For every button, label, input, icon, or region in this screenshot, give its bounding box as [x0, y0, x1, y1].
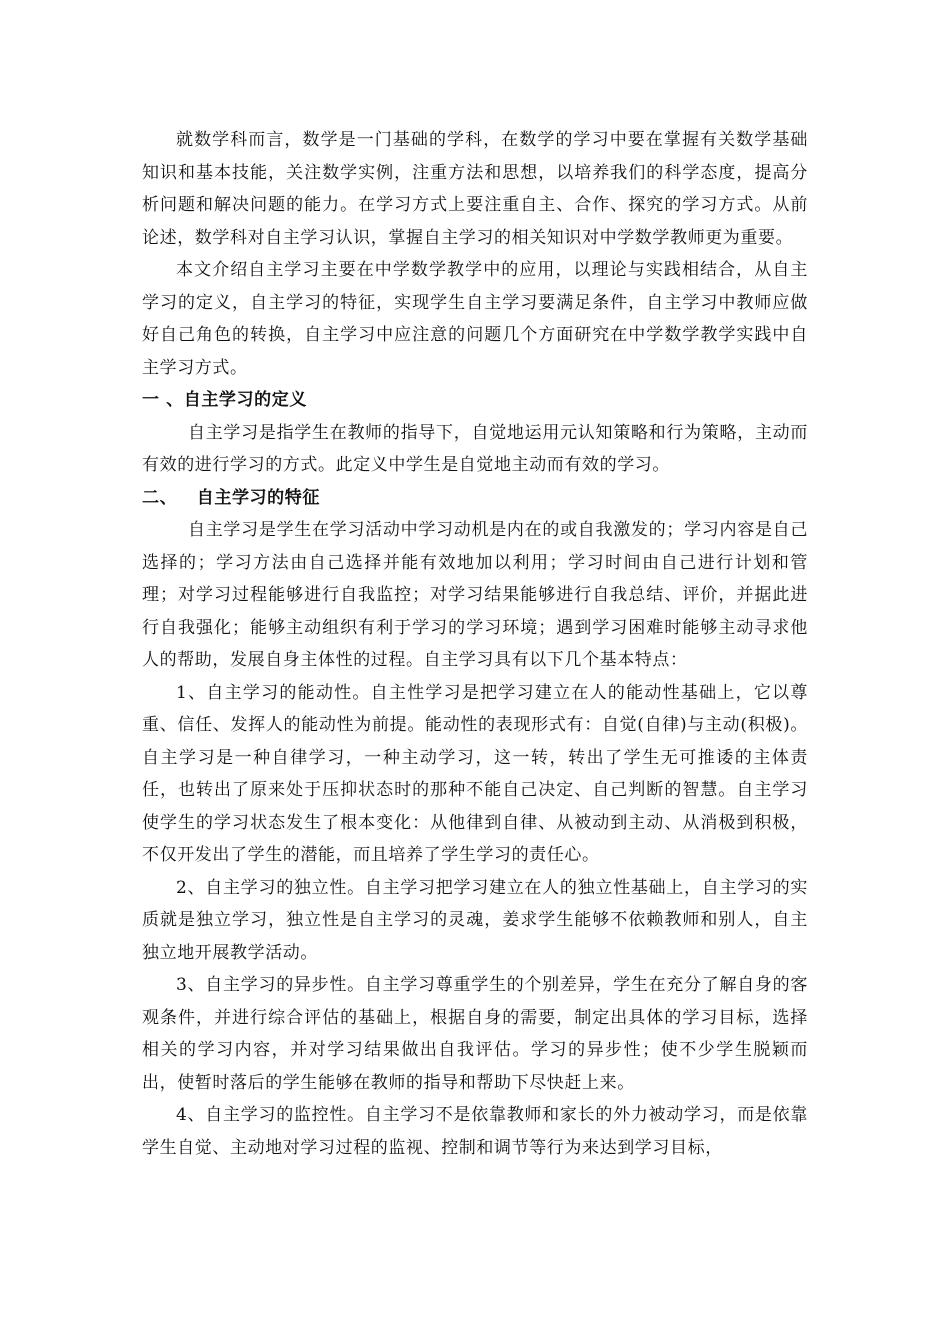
definition-paragraph: 自主学习是指学生在教师的指导下，自觉地运用元认知策略和行为策略，主动而有效的进行学习的方式。此定义中学生是自觉地主动而有效的学习。 [142, 422, 808, 475]
intro-paragraph-2: 本文介绍自主学习主要在中学数学教学中的应用，以理论与实践相结合，从自主学习的定义，自主学习的特征，实现学生自主学习要满足条件，自主学习中教师应做好自己角色的转换，自主学习中应注意的问题几个方面研究在中学数学教学实践中自主学习方式。 [142, 260, 808, 378]
feature-item-3-paragraph: 3、自主学习的异步性。自主学习尊重学生的个别差异，学生在充分了解自身的客观条件，并进行综合评估的基础上，根据自身的需要，制定出具体的学习目标，选择相关的学习内容，并对学习结果做出自我评估。学习的异步性；使不少学生脱颖而出，使暂时落后的学生能够在教师的指导和帮助下尽快赶上来。 [142, 975, 808, 1093]
section-heading-definition: 一 、自主学习的定义 [142, 390, 307, 410]
feature-item-1-paragraph: 1、自主学习的能动性。自主性学习是把学习建立在人的能动性基础上，它以尊重、信任、发挥人的能动性为前提。能动性的表现形式有：自觉(自律)与主动(积极)。自主学习是一种自律学习，一种主动学习，这一转，转出了学生无可推诿的主体责任，也转出了原来处于压抑状态时的那种不能自己决定、自己判断的智慧。自主学习使学生的学习状态发生了根本变化：从他律到自律、从被动到主动、从消极到积极，不仅开发出了学生的潜能，而且培养了学生学习的责任心。 [142, 682, 808, 865]
section-heading-features: 二、 自主学习的特征 [142, 487, 320, 508]
features-paragraph: 自主学习是学生在学习活动中学习动机是内在的或自我激发的；学习内容是自己选择的；学习方法由自己选择并能有效地加以利用；学习时间由自己进行计划和管理；对学习过程能够进行自我监控；对学习结果能够进行自我总结、评价，并据此进行自我强化；能够主动组织有利于学习的学习环境；遇到学习困难时能够主动寻求他人的帮助，发展自身主体性的过程。自主学习具有以下几个基本特点： [142, 520, 808, 670]
document-page [142, 124, 808, 1164]
intro-paragraph-1: 就数学科而言，数学是一门基础的学科，在数学的学习中要在掌握有关数学基础知识和基本技能，关注数学实例，注重方法和思想，以培养我们的科学态度，提高分析问题和解决问题的能力。在学习方式上要注重自主、合作、探究的学习方式。从前论述，数学科对自主学习认识，掌握自主学习的相关知识对中学数学教师更为重要。 [142, 130, 808, 248]
feature-item-2-paragraph: 2、自主学习的独立性。自主学习把学习建立在人的独立性基础上，自主学习的实质就是独立学习，独立性是自主学习的灵魂，姜求学生能够不依赖教师和别人，自主独立地开展教学活动。 [142, 877, 808, 963]
feature-item-4-paragraph: 4、自主学习的监控性。自主学习不是依靠教师和家长的外力被动学习，而是依靠学生自觉、主动地对学习过程的监视、控制和调节等行为来达到学习目标， [142, 1105, 808, 1158]
